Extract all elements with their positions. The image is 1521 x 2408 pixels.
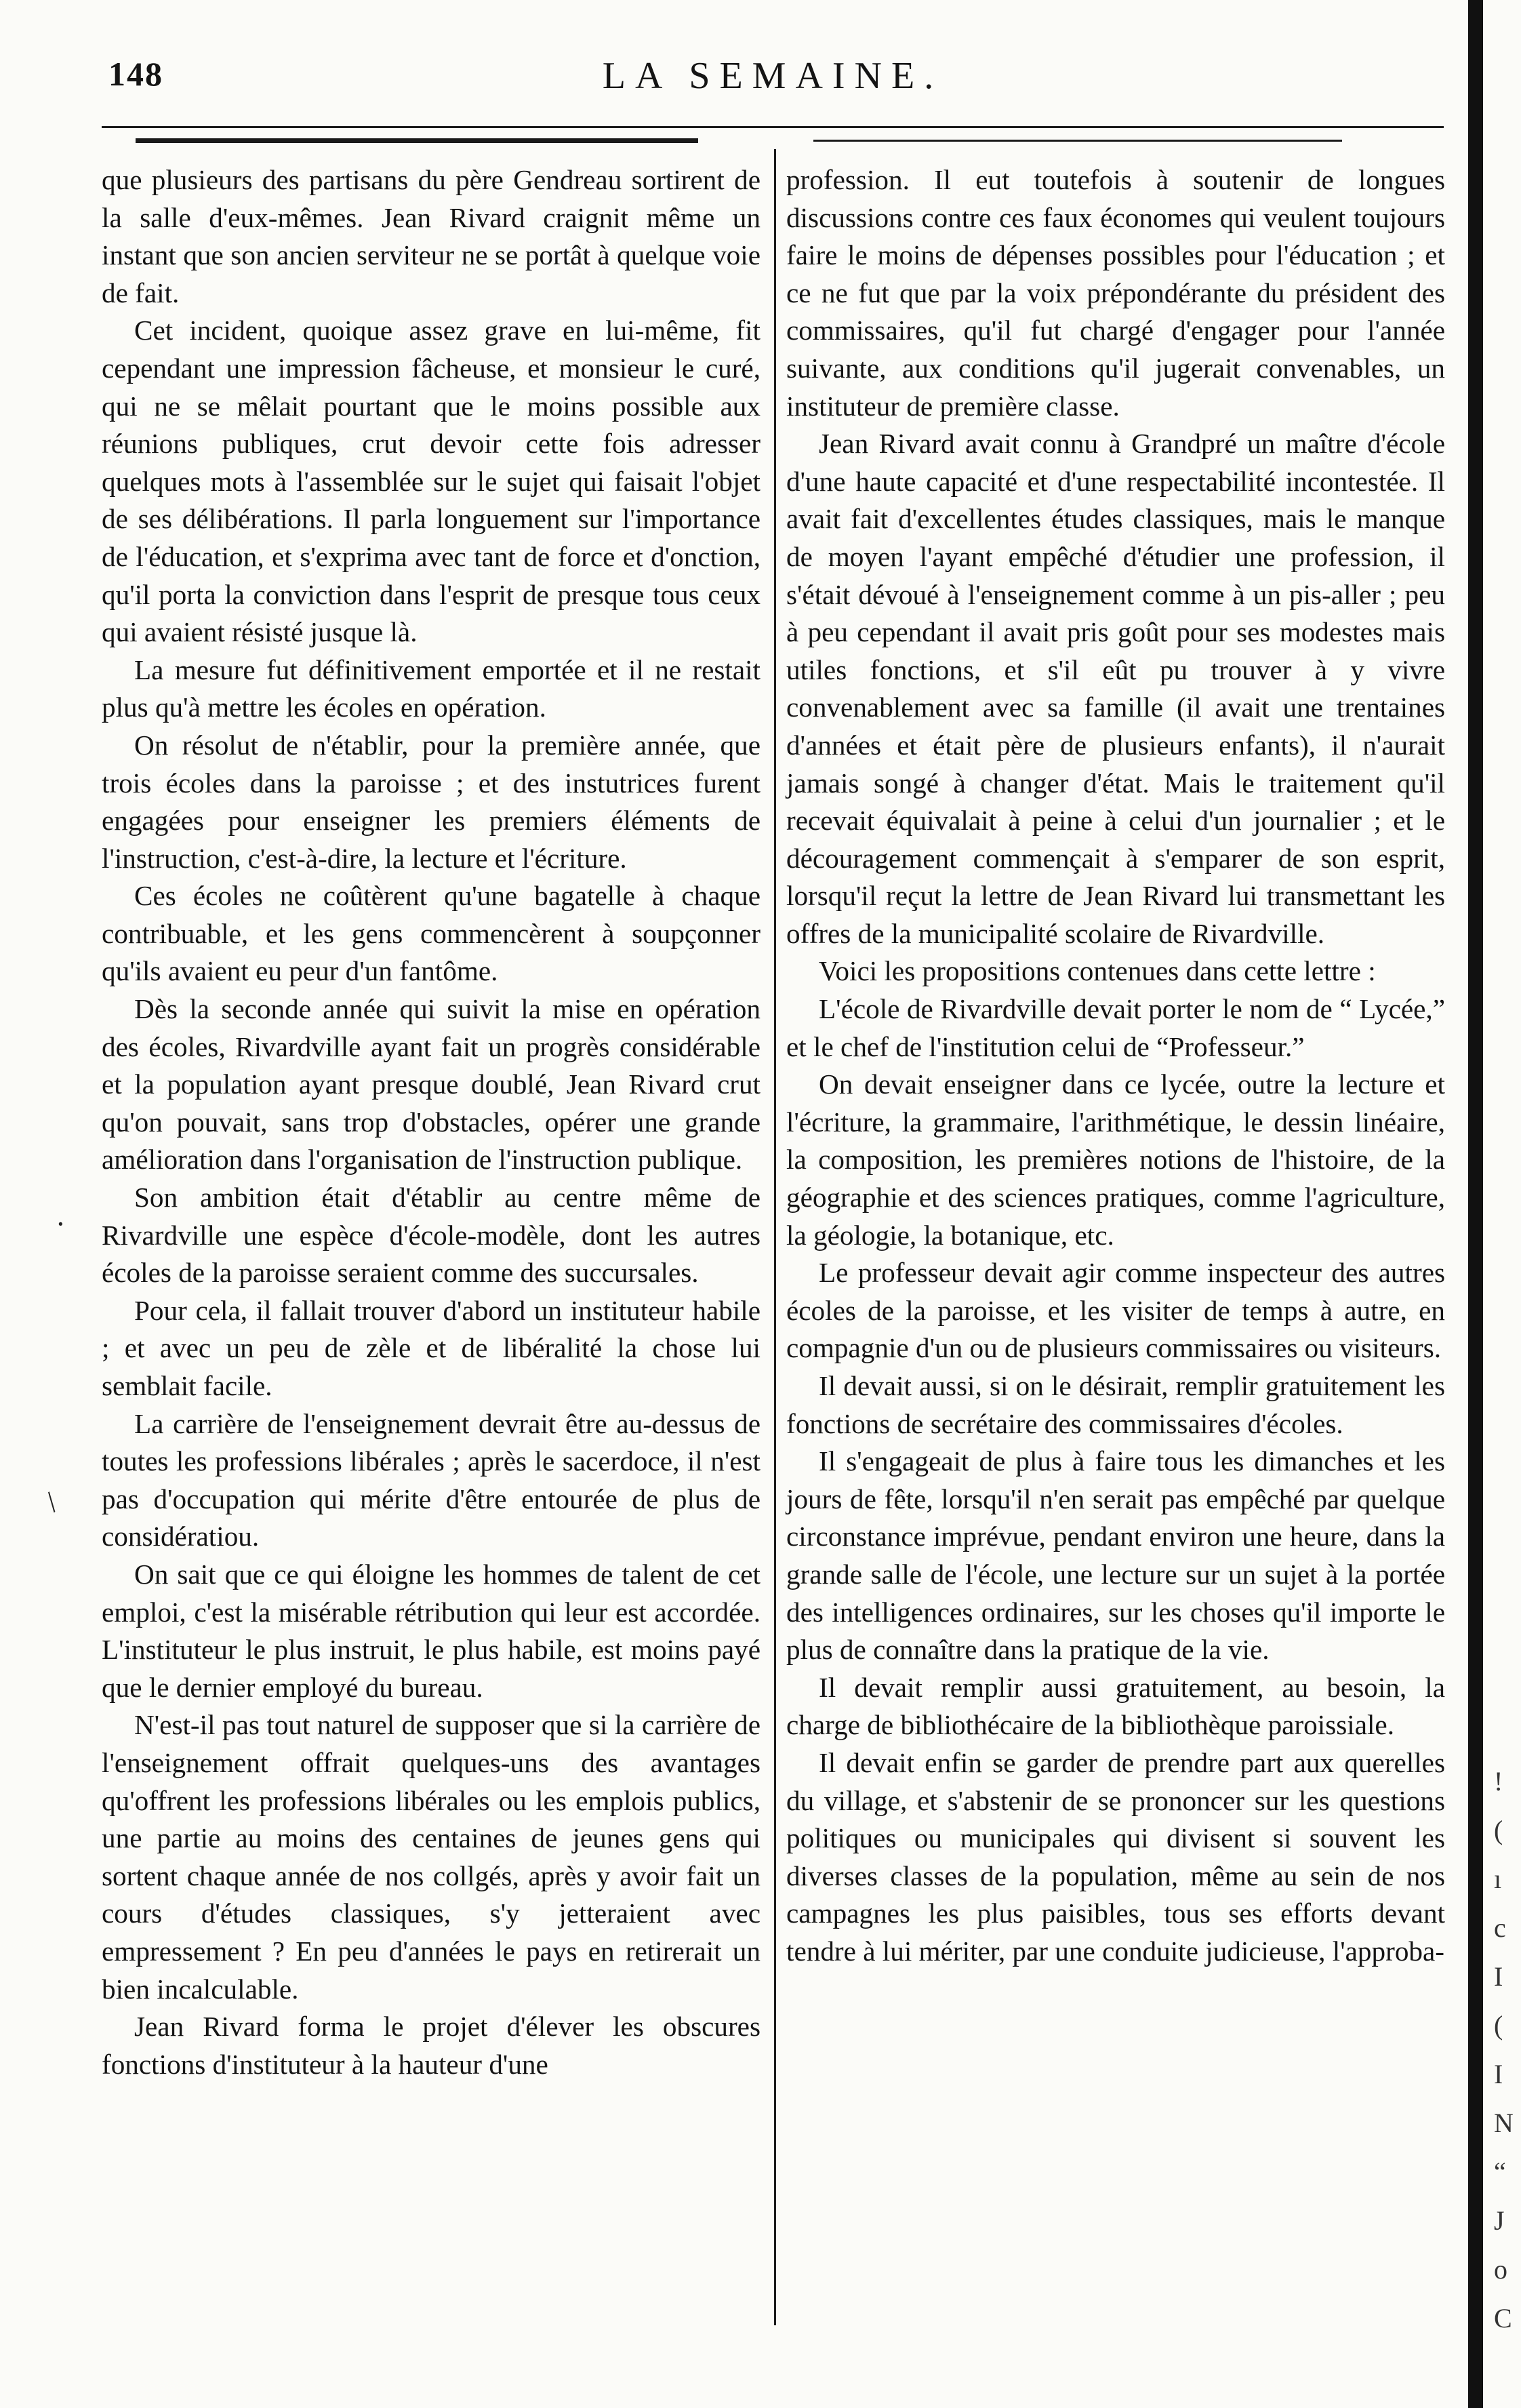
paragraph: Il devait aussi, si on le désirait, remplir gratuitement les fonctions de secrétaire des commissaires d'écoles. [786, 1370, 1445, 1439]
binding-edge [1468, 0, 1483, 2408]
left-column [102, 161, 760, 2310]
paragraph: On résolut de n'établir, pour la première année, que trois écoles dans la paroisse ; et des instutrices furent engagées pour enseigner les premiers éléments de l'instruction, c'est-à-dire, la lecture et l'écriture. [102, 729, 760, 874]
margin-dot-mark: · [56, 1207, 66, 1241]
page-number: 148 [108, 55, 163, 93]
margin-glyph: “ [1494, 2156, 1506, 2187]
paragraph: Voici les propositions contenues dans cette lettre : [819, 955, 1376, 987]
margin-pencil-mark: / [39, 1485, 65, 1519]
paragraph: N'est-il pas tout naturel de supposer que si la carrière de l'enseignement offrait quelques-uns des avantages qu'offrent les professions libérales ou les emplois publics, une partie au moins des centaines de jeunes gens qui sortent chaque année de nos collgés, après y avoir fait un cours d'études classiques, s'y jetteraient avec empressement ? En peu d'années le pays en retirerait un bien incalculable. [102, 1709, 760, 2005]
paragraph: L'école de Rivardville devait porter le nom de “ Lycée,” et le chef de l'institution celui de “Professeur.” [786, 993, 1445, 1062]
paragraph: Il s'engageait de plus à faire tous les dimanches et les jours de fête, lorsqu'il n'en serait pas empêché par quelque circonstance imprévue, pendant environ une heure, dans la grande salle de l'école, une lecture sur un sujet à la portée des intelligences ordinaires, sur les choses qu'il importe le plus de connaître dans la pratique de la vie. [786, 1445, 1445, 1666]
margin-glyph: ( [1494, 2010, 1503, 2041]
header-rule-thick [136, 138, 698, 143]
margin-glyph: ( [1494, 1815, 1503, 1845]
paragraph: La carrière de l'enseignement devrait être au-dessus de toutes les professions libérales ; après le sacerdoce, il n'est pas d'occupation qui mérite d'être entourée de plus de considératiou. [102, 1407, 760, 1552]
paragraph: profession. Il eut toutefois à soutenir de longues discussions contre ces faux économes qui veulent toujours faire le moins de dépenses possibles pour l'éducation ; et ce ne fut que par la voix prépondérante du président des commissaires, qu'il fut chargé d'engager pour l'année suivante, aux conditions qu'il jugerait convenables, un instituteur de première classe. [786, 164, 1445, 422]
paragraph: Il devait enfin se garder de prendre part aux querelles du village, et s'abstenir de se prononcer sur les questions politiques ou municipales qui divisent si souvent les diverses classes de la population, même au sein de nos campagnes les plus paisibles, tous ses efforts devant tendre à lui mériter, par une conduite judicieuse, l'approba- [786, 1746, 1445, 1967]
paragraph: On devait enseigner dans ce lycée, outre la lecture et l'écriture, la grammaire, l'arithmétique, le dessin linéaire, la composition, les premières notions de l'histoire, de la géographie et des sciences pratiques, comme l'agriculture, la géologie, la botanique, etc. [786, 1068, 1445, 1251]
adjacent-page-margin [1494, 1763, 1521, 2348]
margin-glyph: N [1494, 2108, 1514, 2138]
margin-glyph: ı [1494, 1864, 1502, 1894]
paragraph: Jean Rivard avait connu à Grandpré un maître d'école d'une haute capacité et d'une respectabilité incontestée. Il avait fait d'excellentes études classiques, mais le manque de moyen l'ayant empêché d'étudier une profession, il s'était dévoué à l'enseignement comme à un pis-aller ; peu à peu cependant il avait pris goût pour ses modestes mais utiles fonctions, et s'il eût pu trouver à y vivre convenablement avec sa famille (il avait une trentaines d'années et était père de plusieurs enfants), il n'aurait jamais songé à changer d'état. Mais le traitement qu'il recevait équivalait à peine à celui d'un journalier ; et le découragement commençait à s'emparer de son esprit, lorsqu'il reçut la lettre de Jean Rivard lui transmettant les offres de la municipalité scolaire de Rivardville. [786, 428, 1445, 949]
paragraph: Il devait remplir aussi gratuitement, au besoin, la charge de bibliothécaire de la bibliothèque paroissiale. [786, 1671, 1445, 1741]
paragraph: La mesure fut définitivement emportée et il ne restait plus qu'à mettre les écoles en opération. [102, 654, 760, 723]
paragraph: que plusieurs des partisans du père Gendreau sortirent de la salle d'eux-mêmes. Jean Rivard craignit même un instant que son ancien serviteur ne se portât à quelque voie de fait. [102, 164, 760, 308]
header-rule-thick-right [813, 140, 1342, 142]
margin-glyph: C [1494, 2303, 1512, 2333]
paragraph: Pour cela, il fallait trouver d'abord un instituteur habile ; et avec un peu de zèle et de libéralité la chose lui semblait facile. [102, 1294, 760, 1401]
margin-glyph: J [1494, 2205, 1505, 2236]
paragraph: Cet incident, quoique assez grave en lui-même, fit cependant une impression fâcheuse, et monsieur le curé, qui ne se mêlait pourtant que le moins possible aux réunions publiques, crut devoir cette fois adresser quelques mots à l'assemblée sur le sujet qui faisait l'objet de ses délibérations. Il parla longuement sur l'importance de l'éducation, et s'exprima avec tant de force et d'onction, qu'il porta la conviction dans l'esprit de presque tous ceux qui avaient résisté jusque là. [102, 315, 760, 648]
margin-glyph: o [1494, 2254, 1507, 2285]
paragraph: On sait que ce qui éloigne les hommes de talent de cet emploi, c'est la misérable rétribution qui leur est accordée. L'instituteur le plus instruit, le plus habile, est moins payé que le dernier employé du bureau. [102, 1558, 760, 1703]
header-rule-thin [102, 126, 1444, 128]
paragraph: Ces écoles ne coûtèrent qu'une bagatelle à chaque contribuable, et les gens commencèrent à soupçonner qu'ils avaient eu peur d'un fantôme. [102, 880, 760, 987]
page-header [108, 54, 1437, 108]
running-title: LA SEMAINE. [602, 55, 944, 97]
margin-glyph: c [1494, 1912, 1506, 1943]
paragraph: Jean Rivard forma le projet d'élever les obscures fonctions d'instituteur à la hauteur d'une [102, 2011, 760, 2080]
right-column [786, 161, 1445, 2310]
margin-glyph: I [1494, 2059, 1503, 2089]
column-divider [774, 149, 776, 2325]
margin-glyph: I [1494, 1961, 1503, 1992]
paragraph: Dès la seconde année qui suivit la mise en opération des écoles, Rivardville ayant fait un progrès considérable et la population ayant presque doublé, Jean Rivard crut qu'on pouvait, sans trop d'obstacles, opérer une grande amélioration dans l'organisation de l'instruction publique. [102, 993, 760, 1176]
margin-glyph: ! [1494, 1766, 1503, 1797]
paragraph: Son ambition était d'établir au centre même de Rivardville une espèce d'école-modèle, dont les autres écoles de la paroisse seraient comme des succursales. [102, 1182, 760, 1289]
paragraph: Le professeur devait agir comme inspecteur des autres écoles de la paroisse, et les visiter de temps à autre, en compagnie d'un ou de plusieurs commissaires ou visiteurs. [786, 1257, 1445, 1364]
